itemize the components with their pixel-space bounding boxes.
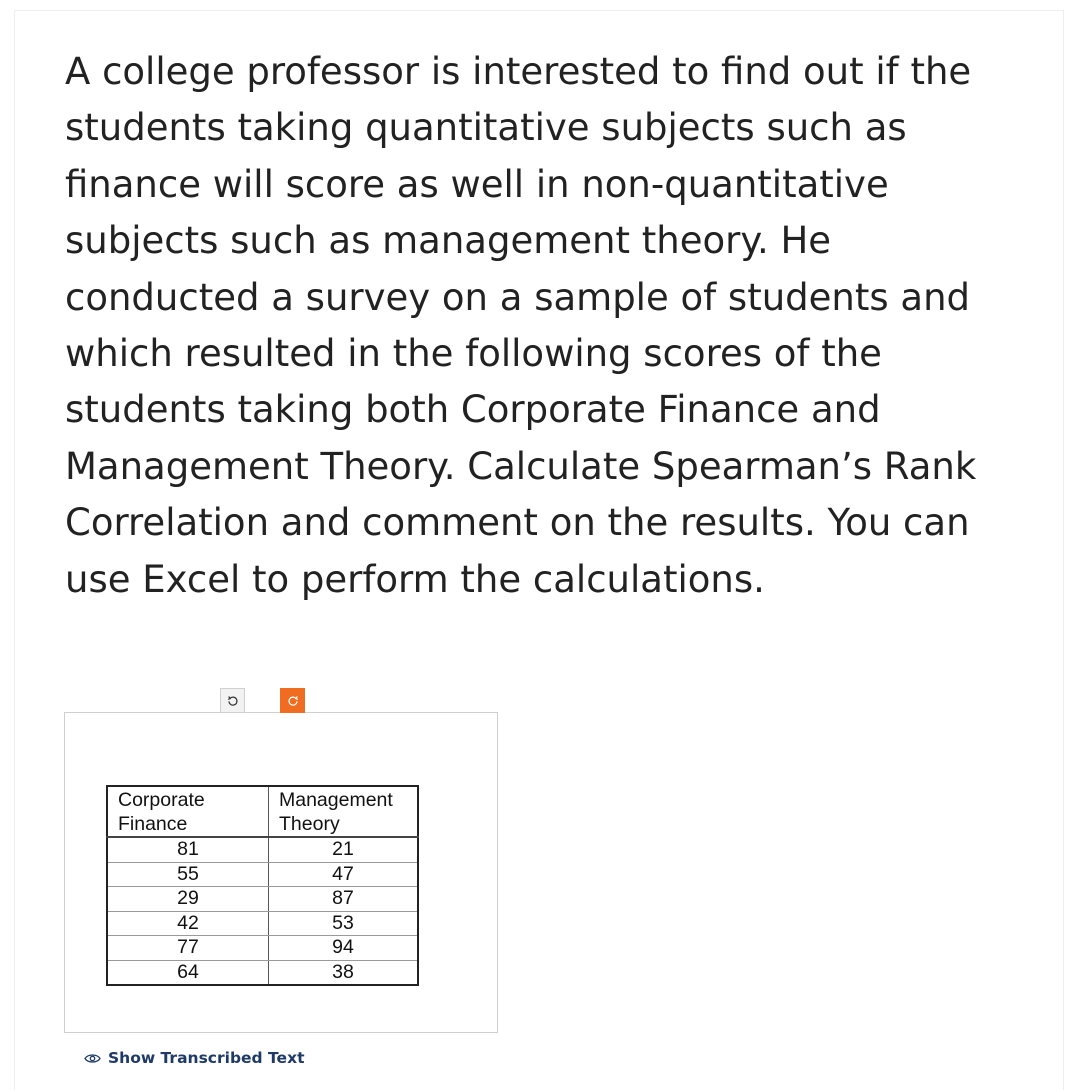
- table-row: [107, 960, 418, 985]
- rotate-right-button[interactable]: [280, 688, 305, 713]
- corporate-finance-score: 64: [177, 960, 199, 983]
- question-text: A college professor is interested to find out if the students taking quantitative subjects such as finance will score as well in non-quantitative subjects such as management theory. He conducted a survey on a sample of students and which resulted in the following scores of the students taking both Corporate Finance and Management Theory. Calculate Spearman’s Rank Correlation and comment on the results. You can use Excel to perform the calculations.: [65, 50, 977, 601]
- show-transcribed-text-label: Show Transcribed Text: [108, 1049, 305, 1067]
- table-row: [107, 887, 418, 912]
- table-header-row: [107, 786, 418, 837]
- management-theory-score: 47: [269, 862, 419, 887]
- scores-table: [106, 785, 419, 986]
- management-theory-score: 38: [269, 960, 419, 985]
- management-theory-score: 87: [269, 887, 419, 912]
- corporate-finance-header: Corporate Finance: [107, 786, 269, 837]
- management-theory-score: 53: [269, 911, 419, 936]
- table-row: [107, 837, 418, 862]
- management-theory-score: 94: [269, 936, 419, 961]
- corporate-finance-score: 81: [107, 837, 269, 862]
- table-row: [107, 862, 418, 887]
- show-transcribed-text-link[interactable]: [84, 1049, 304, 1067]
- rotate-clockwise-icon: [287, 695, 299, 707]
- corporate-finance-score: 29: [107, 887, 269, 912]
- management-theory-score: 21: [269, 837, 419, 862]
- corporate-finance-score: 55: [107, 862, 269, 887]
- table-row: [107, 936, 418, 961]
- corporate-finance-score: 77: [107, 936, 269, 961]
- table-row: [107, 911, 418, 936]
- corporate-finance-score: 42: [107, 911, 269, 936]
- eye-icon: [84, 1053, 101, 1064]
- rotate-left-button[interactable]: [220, 688, 245, 713]
- management-theory-header: Management Theory: [269, 786, 419, 837]
- rotate-counterclockwise-icon: [227, 695, 239, 707]
